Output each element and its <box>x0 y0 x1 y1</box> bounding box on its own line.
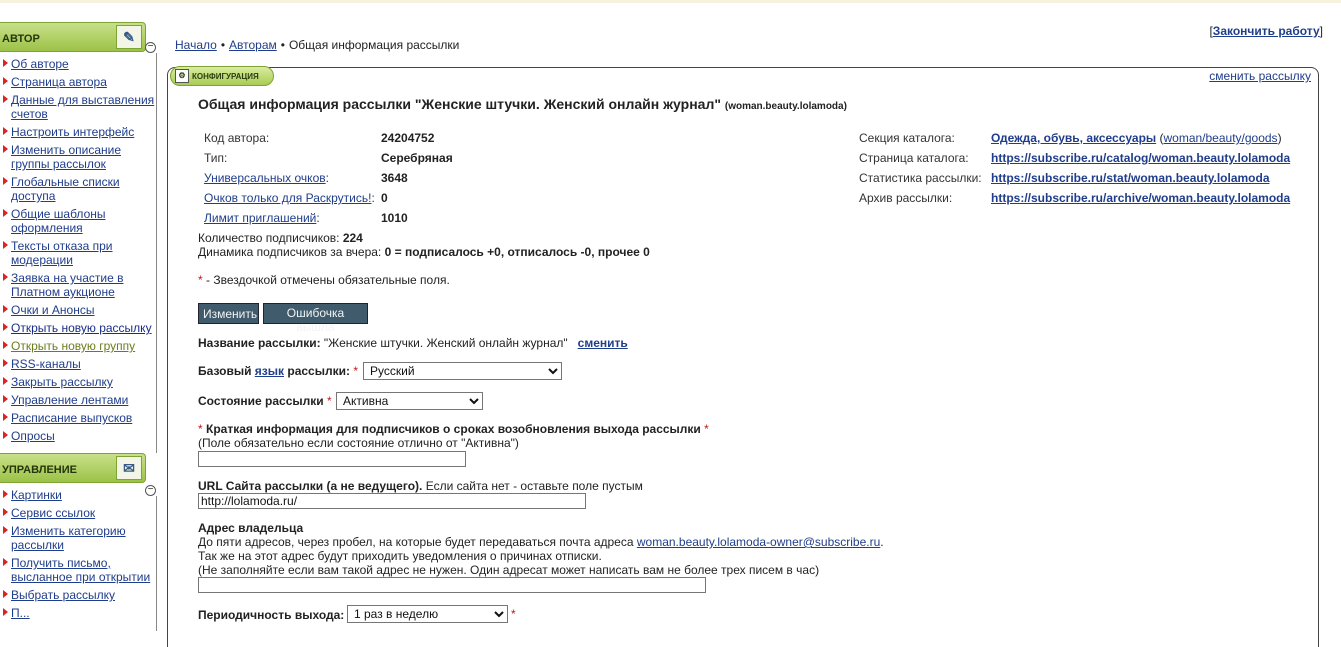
finish-work-area <box>1209 24 1323 38</box>
brief-info-label <box>198 422 709 450</box>
required-star: * <box>353 364 358 378</box>
info-key: Код автора: <box>204 131 270 145</box>
info-row <box>204 211 453 231</box>
sidebar-item[interactable] <box>0 428 156 446</box>
info-key-suffix: : <box>316 211 320 225</box>
sidebar-section-management-header[interactable] <box>0 453 146 483</box>
info-row <box>859 171 1290 191</box>
sidebar-item-link[interactable]: RSS-каналы <box>11 357 81 371</box>
info-key-link[interactable]: Универсальных очков <box>204 171 326 185</box>
info-key: Архив рассылки: <box>859 191 953 205</box>
envelope-icon: ✉ <box>116 456 142 480</box>
sidebar-item-link[interactable]: Очки и Анонсы <box>11 303 95 317</box>
sidebar-item[interactable] <box>0 302 156 320</box>
language-label-text: рассылки: <box>287 364 350 378</box>
periodicity-label-text: Периодичность выхода: <box>198 608 345 622</box>
brief-info-label-text: Краткая информация для подписчиков о сроках возобновления выхода рассылки <box>206 422 701 436</box>
sidebar-item[interactable] <box>0 174 156 206</box>
collapse-author-icon[interactable]: − <box>145 42 156 53</box>
sidebar-item-link[interactable]: Опросы <box>11 429 55 443</box>
sidebar-item[interactable] <box>0 320 156 338</box>
collapse-management-icon[interactable]: − <box>145 485 156 496</box>
sidebar-item-link[interactable]: Картинки <box>11 488 62 502</box>
breadcrumb-current: Общая информация рассылки <box>288 38 460 52</box>
sidebar-item-link[interactable]: Заявка на участие в Платном аукционе <box>11 271 124 299</box>
info-row <box>204 171 453 191</box>
sidebar-item[interactable] <box>0 392 156 410</box>
info-value <box>991 131 1282 151</box>
owner-address-label: Адрес владельца <box>198 521 304 535</box>
sidebar-item[interactable] <box>0 374 156 392</box>
info-key-link[interactable]: Очков только для Раскрутись! <box>204 191 372 205</box>
configuration-tab-label: КОНФИГУРАЦИЯ <box>192 71 259 81</box>
sidebar-item-link[interactable]: Сервис ссылок <box>11 506 96 520</box>
info-row <box>204 151 453 171</box>
site-url-input[interactable] <box>198 493 586 509</box>
sidebar-item-link[interactable]: Получить письмо, высланное при открытии <box>11 556 151 584</box>
info-value <box>991 151 1290 171</box>
info-key: Страница каталога: <box>859 151 969 165</box>
info-paren: ( <box>1156 131 1164 145</box>
info-left-table <box>204 131 453 231</box>
owner-address-hint: Так же на этот адрес будут приходить уведомления о причинах отписки. <box>198 549 602 563</box>
state-select[interactable] <box>336 392 483 410</box>
sidebar-item[interactable] <box>0 587 156 605</box>
info-key: Тип: <box>204 151 228 165</box>
newsletter-name-value: "Женские штучки. Женский онлайн журнал" <box>323 336 568 350</box>
info-value: 24204752 <box>381 131 435 145</box>
info-value-link[interactable]: https://subscribe.ru/stat/woman.beauty.lolamoda <box>991 171 1270 185</box>
info-value: 0 <box>381 191 388 205</box>
sidebar-item-link[interactable]: Глобальные списки доступа <box>11 175 120 203</box>
owner-address-input[interactable] <box>198 577 706 593</box>
subscribers-block <box>198 231 650 259</box>
required-star: * <box>198 422 203 436</box>
management-nav-list <box>0 487 156 623</box>
info-row <box>204 131 453 151</box>
state-label-text: Состояние рассылки <box>198 394 324 408</box>
info-key: Секция каталога: <box>859 131 955 145</box>
sidebar-item[interactable] <box>0 92 156 124</box>
info-value: 3648 <box>381 171 408 185</box>
sidebar-section-title: АВТОР <box>2 33 40 45</box>
info-key-link[interactable]: Лимит приглашений <box>204 211 317 225</box>
sidebar-item-link[interactable]: Данные для выставления счетов <box>11 93 155 121</box>
language-label-text: Базовый <box>198 364 252 378</box>
sidebar-item[interactable] <box>0 523 156 555</box>
info-key-suffix: : <box>371 191 375 205</box>
site-url-hint: Если сайта нет - оставьте поле пустым <box>425 479 643 493</box>
bracket: ] <box>1319 24 1323 38</box>
info-key-suffix: : <box>325 171 329 185</box>
sidebar-item[interactable] <box>0 356 156 374</box>
sidebar-section-author-header[interactable] <box>0 22 146 52</box>
info-row <box>859 191 1290 211</box>
sidebar-item[interactable] <box>0 206 156 238</box>
sidebar-item-link[interactable]: Расписание выпусков <box>11 411 133 425</box>
info-value-link[interactable]: Одежда, обувь, аксессуары <box>991 131 1157 145</box>
owner-address-hint: До пяти адресов, через пробел, на которые будет передаваться почта адреса <box>198 535 634 549</box>
sidebar <box>0 22 160 631</box>
info-value <box>991 171 1270 191</box>
info-key <box>204 171 381 191</box>
sidebar-item[interactable] <box>0 338 156 356</box>
breadcrumb <box>175 38 459 52</box>
page-title-text: Общая информация рассылки "Женские штучки. Женский онлайн журнал" <box>198 96 721 112</box>
site-url-label-text: URL Сайта рассылки (а не ведущего). <box>198 479 423 493</box>
sidebar-item[interactable] <box>0 56 156 74</box>
brief-info-input[interactable] <box>198 451 466 467</box>
owner-address-hint: (Не заполняйте если вам такой адрес не нужен. Один адресат может написать вам не более трех писем в час) <box>198 563 820 577</box>
sidebar-item[interactable] <box>0 238 156 270</box>
info-row <box>859 151 1290 171</box>
info-right-table <box>859 131 1290 211</box>
error-button[interactable]: Ошибочка вышла <box>263 303 368 324</box>
info-row <box>204 191 453 211</box>
language-label <box>198 364 358 378</box>
change-newsletter-link[interactable]: сменить рассылку <box>1209 69 1311 83</box>
newsletter-name-row <box>198 336 628 350</box>
required-star: * <box>704 422 709 436</box>
info-row <box>859 131 1290 151</box>
owner-address-hint: . <box>880 535 884 549</box>
info-value: 1010 <box>381 211 408 225</box>
breadcrumb-home-link[interactable]: Начало <box>175 38 217 52</box>
breadcrumb-separator: • <box>280 38 285 52</box>
brief-info-hint: (Поле обязательно если состояние отлично от "Активна") <box>198 436 519 450</box>
owner-email-link[interactable]: woman.beauty.lolamoda-owner@subscribe.ru <box>636 535 881 549</box>
subscribers-count: 224 <box>342 231 363 245</box>
state-label <box>198 394 332 408</box>
sidebar-item[interactable] <box>0 74 156 92</box>
required-star: * <box>511 607 516 621</box>
sidebar-item[interactable] <box>0 487 156 505</box>
info-key: Статистика рассылки: <box>859 171 982 185</box>
sidebar-item[interactable] <box>0 605 156 623</box>
page-title <box>198 96 847 112</box>
page-title-code: (woman.beauty.lolamoda) <box>724 101 847 112</box>
sidebar-item-link[interactable]: Закрыть рассылку <box>11 375 113 389</box>
sidebar-item-link[interactable]: П... <box>11 606 30 620</box>
sidebar-item-link[interactable]: Открыть новую рассылку <box>11 321 152 335</box>
info-value: Серебряная <box>381 151 453 165</box>
site-url-label <box>198 479 643 493</box>
sidebar-item-link[interactable]: Тексты отказа при модерации <box>11 239 113 267</box>
catalog-path-link[interactable]: woman/beauty/goods <box>1163 131 1278 145</box>
sidebar-item[interactable] <box>0 410 156 428</box>
sidebar-item[interactable] <box>0 270 156 302</box>
info-key <box>204 211 381 231</box>
sidebar-item-link[interactable]: Выбрать рассылку <box>11 588 116 602</box>
subscribers-count-label: Количество подписчиков: <box>198 231 340 245</box>
language-select[interactable] <box>363 362 562 380</box>
sidebar-divider <box>156 496 157 631</box>
info-paren: ) <box>1277 131 1282 145</box>
tools-icon: ⚙ <box>175 69 189 83</box>
sidebar-item[interactable] <box>0 142 156 174</box>
change-button[interactable]: Изменить <box>198 303 259 324</box>
info-value-link[interactable]: https://subscribe.ru/archive/woman.beauty.lolamoda <box>991 191 1291 205</box>
subscribers-dynamics-label: Динамика подписчиков за вчера: <box>198 245 382 259</box>
owner-address-block <box>198 521 884 577</box>
sidebar-item[interactable] <box>0 505 156 523</box>
breadcrumb-separator: • <box>220 38 226 52</box>
sidebar-item-link[interactable]: Изменить описание группы рассылок <box>11 143 122 171</box>
sidebar-item-link[interactable]: Об авторе <box>11 57 69 71</box>
rename-link[interactable]: сменить <box>577 336 628 350</box>
top-strip <box>0 0 1341 3</box>
bracket: [ <box>1209 24 1213 38</box>
author-nav-list <box>0 56 156 446</box>
required-star: * <box>327 394 332 408</box>
newsletter-name-label: Название рассылки: <box>198 336 321 350</box>
language-help-link[interactable]: язык <box>254 364 285 378</box>
info-value <box>991 191 1290 211</box>
finish-work-link[interactable]: Закончить работу <box>1212 24 1320 38</box>
sidebar-section-title: УПРАВЛЕНИЕ <box>2 464 77 476</box>
sidebar-divider <box>156 53 157 453</box>
sidebar-item-link[interactable]: Общие шаблоны оформления <box>11 207 106 235</box>
palette-brush-icon: ✎ <box>116 25 142 49</box>
subscribers-dynamics: 0 = подписалось +0, отписалось -0, прочее 0 <box>384 245 650 259</box>
configuration-tab[interactable] <box>170 66 274 86</box>
required-star: * <box>198 273 203 287</box>
sidebar-item-link[interactable]: Настроить интерфейс <box>11 125 135 139</box>
sidebar-item-link[interactable]: Изменить категорию рассылки <box>11 524 126 552</box>
sidebar-item-link[interactable]: Открыть новую группу <box>11 339 136 353</box>
sidebar-item-link[interactable]: Управление лентами <box>11 393 129 407</box>
required-note-text: - Звездочкой отмечены обязательные поля. <box>206 273 450 287</box>
info-value-link[interactable]: https://subscribe.ru/catalog/woman.beauty.lolamoda <box>991 151 1291 165</box>
periodicity-select[interactable] <box>347 605 508 623</box>
sidebar-item[interactable] <box>0 555 156 587</box>
periodicity-label <box>198 608 344 622</box>
required-note <box>198 273 450 287</box>
sidebar-item-link[interactable]: Страница автора <box>11 75 107 89</box>
info-key <box>204 191 381 211</box>
sidebar-item[interactable] <box>0 124 156 142</box>
breadcrumb-authors-link[interactable]: Авторам <box>229 38 277 52</box>
